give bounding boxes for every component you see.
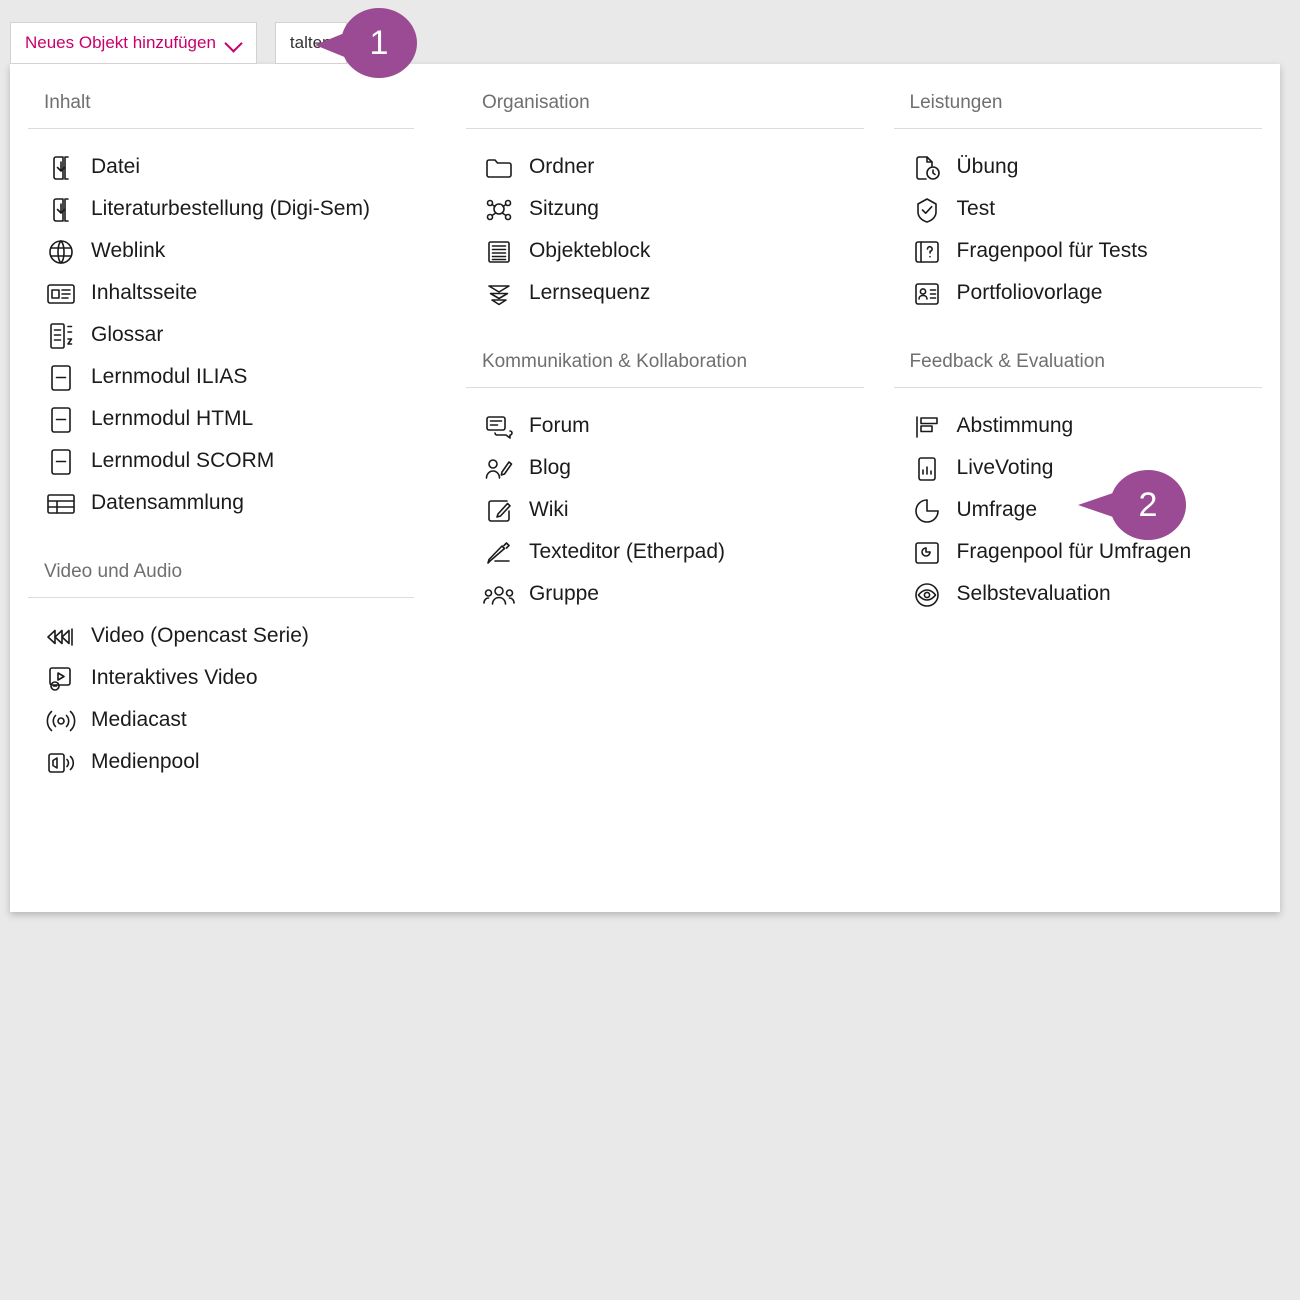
- add-object-dropdown-panel: [10, 64, 1280, 912]
- menu-item[interactable]: [466, 448, 864, 490]
- interactive-video-icon: [44, 664, 78, 694]
- group-title: Leistungen: [894, 92, 1262, 129]
- callout-tail: [1078, 492, 1116, 518]
- menu-item[interactable]: [28, 700, 414, 742]
- file-download-icon: [44, 153, 78, 183]
- menu-item-label: Medienpool: [91, 750, 200, 773]
- glossary-icon: [44, 321, 78, 351]
- menu-item-label: Blog: [528, 456, 571, 479]
- menu-item-label: Mediacast: [91, 708, 187, 731]
- menu-item[interactable]: [28, 231, 414, 273]
- session-icon: [482, 195, 516, 225]
- menu-item[interactable]: [466, 231, 864, 273]
- group-title: Organisation: [466, 92, 864, 129]
- menu-item[interactable]: [466, 532, 864, 574]
- livevoting-icon: [910, 454, 944, 484]
- menu-item-label: Lernsequenz: [528, 281, 651, 304]
- menu-item-label: Video (Opencast Serie): [91, 624, 309, 647]
- menu-item-label: Fragenpool für Umfragen: [956, 540, 1192, 563]
- menu-item-label: Ordner: [528, 155, 595, 178]
- menu-item-label: Objekteblock: [528, 239, 651, 262]
- menu-item[interactable]: [894, 147, 1262, 189]
- table-icon: [44, 489, 78, 519]
- menu-item[interactable]: [894, 532, 1262, 574]
- menu-item[interactable]: [28, 658, 414, 700]
- menu-item-label: Datensammlung: [91, 491, 244, 514]
- menu-item[interactable]: [28, 189, 414, 231]
- object-block-icon: [482, 237, 516, 267]
- learning-module-icon: [44, 363, 78, 393]
- video-series-icon: [44, 622, 78, 652]
- group-title: Video und Audio: [28, 561, 414, 598]
- folder-icon: [482, 153, 516, 183]
- menu-item[interactable]: [466, 406, 864, 448]
- menu-item-label: LiveVoting: [956, 456, 1054, 479]
- callout-tail: [315, 32, 347, 58]
- menu-item-label: Texteditor (Etherpad): [528, 540, 726, 563]
- voting-icon: [910, 412, 944, 442]
- menu-item-label: Sitzung: [528, 197, 599, 220]
- callout-number: 1: [369, 23, 389, 62]
- learning-sequence-icon: [482, 279, 516, 309]
- menu-item[interactable]: [28, 273, 414, 315]
- blog-icon: [482, 454, 516, 484]
- add-object-button[interactable]: [10, 22, 257, 64]
- wiki-icon: [482, 496, 516, 526]
- portfolio-template-icon: [910, 279, 944, 309]
- question-pool-icon: [910, 237, 944, 267]
- menu-item-label: Test: [956, 197, 996, 220]
- exercise-icon: [910, 153, 944, 183]
- menu-item[interactable]: [28, 483, 414, 525]
- mediacast-icon: [44, 706, 78, 736]
- menu-item[interactable]: [28, 147, 414, 189]
- secondary-button-label: talten: [289, 33, 332, 52]
- menu-item-label: Portfoliovorlage: [956, 281, 1103, 304]
- menu-item[interactable]: [466, 574, 864, 616]
- callout-number: 2: [1138, 485, 1158, 524]
- media-pool-icon: [44, 748, 78, 778]
- dropdown-column-1: [28, 92, 466, 784]
- group-title: Feedback & Evaluation: [894, 351, 1262, 388]
- content-page-icon: [44, 279, 78, 309]
- menu-item-label: Glossar: [91, 323, 164, 346]
- menu-item-label: Inhaltsseite: [91, 281, 198, 304]
- menu-item-label: Selbstevaluation: [956, 582, 1111, 605]
- group-title: Inhalt: [28, 92, 414, 129]
- forum-icon: [482, 412, 516, 442]
- menu-item[interactable]: [894, 273, 1262, 315]
- menu-item-label: Lernmodul SCORM: [91, 449, 275, 472]
- dropdown-column-2: [466, 92, 894, 784]
- menu-item[interactable]: [28, 441, 414, 483]
- menu-item[interactable]: [894, 574, 1262, 616]
- group-icon: [482, 580, 516, 610]
- menu-item-label: Übung: [956, 155, 1019, 178]
- menu-item-label: Abstimmung: [956, 414, 1074, 437]
- survey-icon: [910, 496, 944, 526]
- dropdown-column-3: [894, 92, 1262, 784]
- menu-item-label: Fragenpool für Tests: [956, 239, 1148, 262]
- menu-item[interactable]: [894, 406, 1262, 448]
- chevron-down-icon: [226, 35, 242, 51]
- group-title: Kommunikation & Kollaboration: [466, 351, 864, 388]
- menu-item-label: Literaturbestellung (Digi-Sem): [91, 197, 370, 220]
- menu-item[interactable]: [28, 357, 414, 399]
- menu-item[interactable]: [466, 189, 864, 231]
- menu-item[interactable]: [894, 231, 1262, 273]
- menu-item-label: Wiki: [528, 498, 569, 521]
- file-download-icon: [44, 195, 78, 225]
- menu-item-label: Lernmodul ILIAS: [91, 365, 248, 388]
- menu-item[interactable]: [466, 147, 864, 189]
- self-evaluation-icon: [910, 580, 944, 610]
- etherpad-icon: [482, 538, 516, 568]
- menu-item[interactable]: [28, 742, 414, 784]
- menu-item[interactable]: [28, 315, 414, 357]
- add-object-label: Neues Objekt hinzufügen: [25, 33, 216, 52]
- menu-item[interactable]: [28, 616, 414, 658]
- toolbar: [10, 22, 347, 64]
- menu-item-label: Weblink: [91, 239, 166, 262]
- menu-item[interactable]: [894, 448, 1262, 490]
- menu-item[interactable]: [466, 490, 864, 532]
- menu-item-label: Gruppe: [528, 582, 599, 605]
- survey-question-pool-icon: [910, 538, 944, 568]
- menu-item[interactable]: [28, 399, 414, 441]
- menu-item-label: Lernmodul HTML: [91, 407, 254, 430]
- dropdown-columns: [10, 64, 1280, 784]
- callout-badge-2: [1110, 470, 1186, 540]
- learning-module-icon: [44, 405, 78, 435]
- menu-item[interactable]: [894, 189, 1262, 231]
- menu-item[interactable]: [466, 273, 864, 315]
- menu-item-label: Datei: [91, 155, 141, 178]
- test-icon: [910, 195, 944, 225]
- callout-badge-1: [341, 8, 417, 78]
- menu-item-label: Umfrage: [956, 498, 1038, 521]
- menu-item-label: Interaktives Video: [91, 666, 258, 689]
- globe-icon: [44, 237, 78, 267]
- learning-module-icon: [44, 447, 78, 477]
- menu-item-label: Forum: [528, 414, 590, 437]
